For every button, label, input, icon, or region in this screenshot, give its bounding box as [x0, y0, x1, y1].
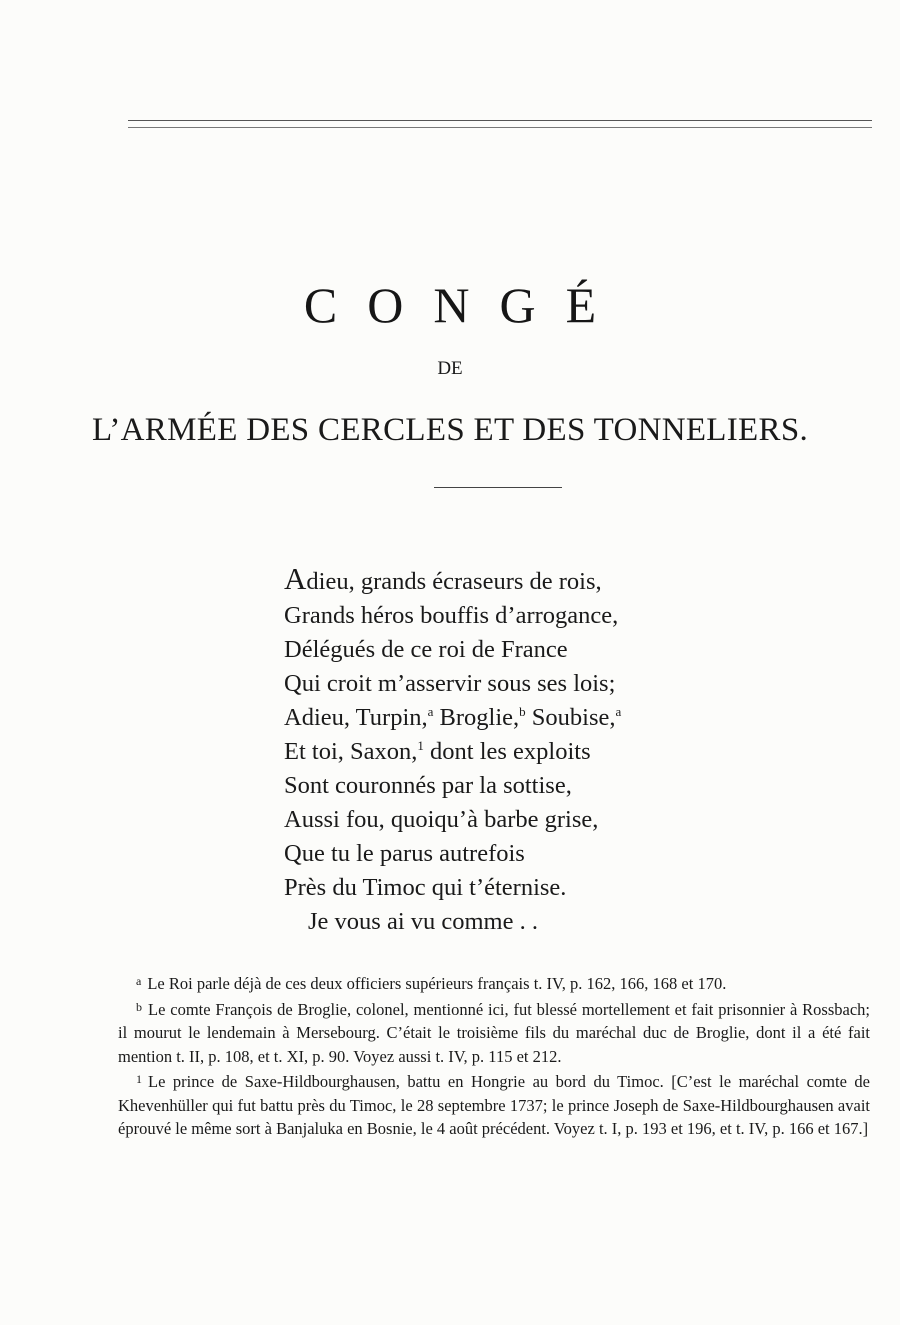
poem-line: Je vous ai vu comme . . [308, 908, 538, 935]
poem-line: Qui croit m’asservir sous ses lois; [284, 670, 616, 697]
footnote-text: Le prince de Saxe-Hildbourghausen, battu en Hongrie au bord du Timoc. [C’est le maréchal comte de Khevenhüller qui fut battu près du Timoc, le 28 septembre 1737; le prince Joseph de Saxe-Hildbourghausen avait éprouvé le même sort à Banjaluka en Bosnie, le 4 août précédent. Voyez t. I, p. 193 et 196, et t. IV, p. 166 et 167.] [118, 1072, 870, 1138]
footnote-mark: 1 [136, 1072, 142, 1086]
poem-line-text: Et toi, Saxon, [284, 738, 418, 765]
top-double-rule [128, 120, 872, 128]
poem-line [284, 735, 621, 769]
poem-line: Grands héros bouffis d’arrogance, [284, 602, 619, 629]
footnote-1 [118, 1068, 870, 1141]
page-title: CONGÉ [303, 277, 627, 333]
section-divider [434, 487, 562, 488]
page-subtitle: L’ARMÉE DES CERCLES ET DES TONNELIERS. [91, 412, 809, 448]
poem-line-text: Adieu, Turpin, [284, 704, 428, 731]
poem-line-text: Broglie, [433, 704, 520, 731]
poem-line: Près du Timoc qui t’éternise. [284, 874, 567, 901]
footnote-b [118, 996, 870, 1069]
footnote-text: Le comte François de Broglie, colonel, mentionné ici, fut blessé mortellement et fait prisonnier à Rossbach; il mourut le lendemain à Mersebourg. C’était le troisième fils du maréchal duc de Broglie, dont il a été fait mention t. II, p. 108, et t. XI, p. 90. Voyez aussi t. IV, p. 115 et 212. [118, 999, 870, 1066]
footnote-mark: a [136, 974, 142, 988]
footnotes [118, 970, 870, 1141]
poem-line-text: dont les exploits [423, 738, 591, 765]
poem-line: Aussi fou, quoiqu’à barbe grise, [284, 806, 599, 833]
poem-line: Délégués de ce roi de France [284, 636, 568, 663]
footnote-ref-b[interactable]: b [519, 704, 526, 719]
footnote-ref-a[interactable]: a [427, 704, 434, 719]
poem-line [284, 562, 621, 599]
footnote-text: Le Roi parle déjà de ces deux officiers supérieurs français t. IV, p. 162, 166, 168 et 170. [147, 974, 727, 993]
footnote-ref-a[interactable]: a [615, 704, 622, 719]
poem-line: Sont couronnés par la sottise, [284, 772, 572, 799]
poem [284, 562, 621, 939]
poem-line [284, 701, 621, 735]
poem-line-text: dieu, grands écraseurs de rois, [306, 568, 602, 595]
footnote-a [118, 970, 870, 996]
poem-line-text: Soubise, [525, 704, 616, 731]
title-connector: DE [437, 358, 463, 379]
initial-letter: A [284, 561, 307, 596]
footnote-ref-1[interactable]: 1 [417, 738, 424, 753]
footnote-mark: b [136, 999, 142, 1014]
poem-line: Que tu le parus autrefois [284, 840, 525, 867]
